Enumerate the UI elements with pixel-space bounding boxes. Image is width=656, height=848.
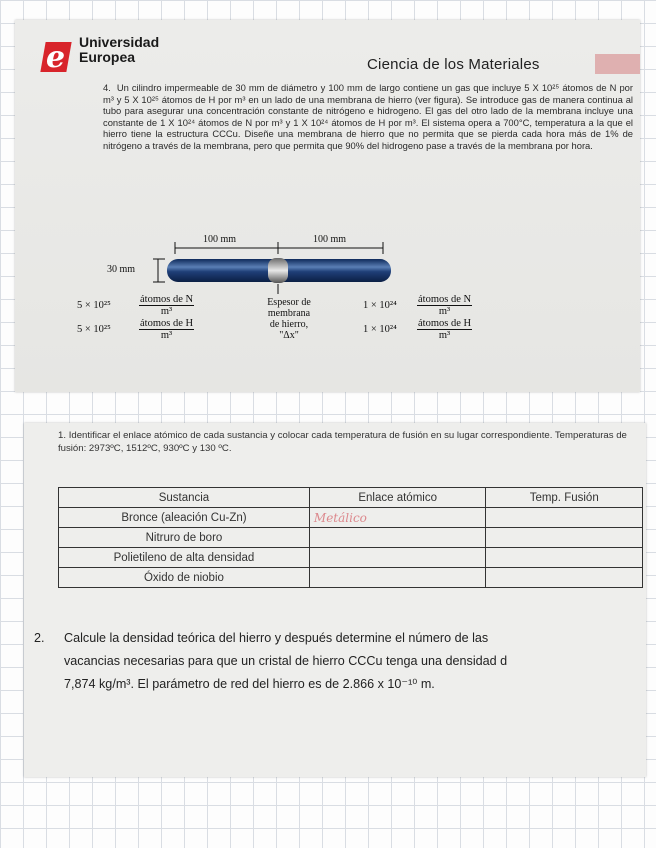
right-h-numerator: átomos de H [418,318,472,329]
membrane-label-line1: Espesor de [267,297,311,308]
problem-4-text: Un cilindro impermeable de 30 mm de diámetro y 100 mm de largo contiene un gas que incluye 5 X 10²⁵ átomos de N por m³ y 5 X 10²⁵ átomos de H por m³ en un lado de una membrana de hierro (ver figura). Se introduce gas de manera continua al tubo para asegurar una concentración constante de nitrógeno e hidrogeno. El gas del otro lado de la membrana incluye una constante de 1 X 10²⁴ átomos de N por m³ y 1 X 10²⁴ átomos de H por m³. El sistema opera a 700°C, temperatura a la que el hierro tiene la estructura CCCu. Diseñe una membrana de hierro que no permita que se pierda cada hora más de 1% de nitrógeno a través de la membrana, pero que permita que 90% del hidrogeno pase a través de la membrana por hora. [103,82,633,151]
temp-cell[interactable] [486,508,643,528]
university-logo [33,38,73,78]
left-n-fraction [139,294,194,317]
question-1-number: 1. [58,430,67,441]
length-label-right: 100 mm [313,234,347,245]
membrane-disc [268,258,288,283]
worksheet-photo-bottom [24,423,646,777]
left-n-denominator: m³ [160,306,173,317]
right-h-denominator: m³ [438,330,451,341]
membrane-label [257,297,321,341]
table-row [59,548,643,568]
left-h-coef: 5 × 10²⁵ [77,324,111,335]
left-n-numerator: átomos de N [140,294,194,305]
header-temp: Temp. Fusión [486,488,643,508]
question-2-number: 2. [34,631,45,645]
cylinder-drawing [45,208,640,358]
bond-cell[interactable] [309,528,486,548]
substance-cell: Óxido de niobio [59,568,310,588]
left-h-fraction [139,318,194,341]
table-row [59,528,643,548]
question-1-text: Identificar el enlace atómico de cada sustancia y colocar cada temperatura de fusión en su lugar correspondiente. Temperaturas de fusión: 2973ºC, 1512ºC, 930ºC y 130 ºC. [58,430,627,454]
temp-cell[interactable] [486,568,643,588]
bond-cell[interactable]: Metálico [309,508,486,528]
bond-cell[interactable] [309,568,486,588]
bond-cell[interactable] [309,548,486,568]
temp-cell[interactable] [486,528,643,548]
left-h-numerator: átomos de H [140,318,194,329]
problem-photo-top [15,20,640,392]
university-name-line2: Europea [79,49,136,65]
problem-4 [103,82,633,151]
left-n-coef: 5 × 10²⁵ [77,300,111,311]
membrane-label-line4: "Δx" [279,330,299,341]
right-n-fraction [417,294,472,317]
university-name-line1: Universidad [79,34,160,50]
substance-cell: Nitruro de boro [59,528,310,548]
question-2 [34,627,639,696]
right-n-coef: 1 × 10²⁴ [363,300,397,311]
header-bond: Enlace atómico [309,488,486,508]
problem-4-number: 4. [103,82,111,93]
bond-table [58,487,643,588]
table-header-row [59,488,643,508]
table-row [59,568,643,588]
membrane-label-line2: membrana [267,308,311,319]
question-1 [58,430,638,455]
right-n-denominator: m³ [438,306,451,317]
diameter-label: 30 mm [107,264,136,275]
length-label-left: 100 mm [203,234,237,245]
left-h-denominator: m³ [160,330,173,341]
right-n-numerator: átomos de N [418,294,472,305]
membrane-label-line3: de hierro, [269,319,309,330]
logo-e-glyph: e [46,40,66,75]
table-row [59,508,643,528]
header-substance: Sustancia [59,488,310,508]
question-2-line2: vacancias necesarias para que un cristal de hierro CCCu tenga una densidad d [64,654,508,668]
substance-cell: Polietileno de alta densidad [59,548,310,568]
question-2-line3: 7,874 kg/m³. El parámetro de red del hierro es de 2.866 x 10⁻¹⁰ m. [64,677,435,691]
right-h-coef: 1 × 10²⁴ [363,324,397,335]
cylinder-figure [45,208,640,358]
corner-tab [595,54,640,74]
question-2-line1: Calcule la densidad teórica del hierro y después determine el número de las [64,631,489,645]
right-h-fraction [417,318,472,341]
substance-cell: Bronce (aleación Cu-Zn) [59,508,310,528]
temp-cell[interactable] [486,548,643,568]
course-title: Ciencia de los Materiales [367,56,540,73]
